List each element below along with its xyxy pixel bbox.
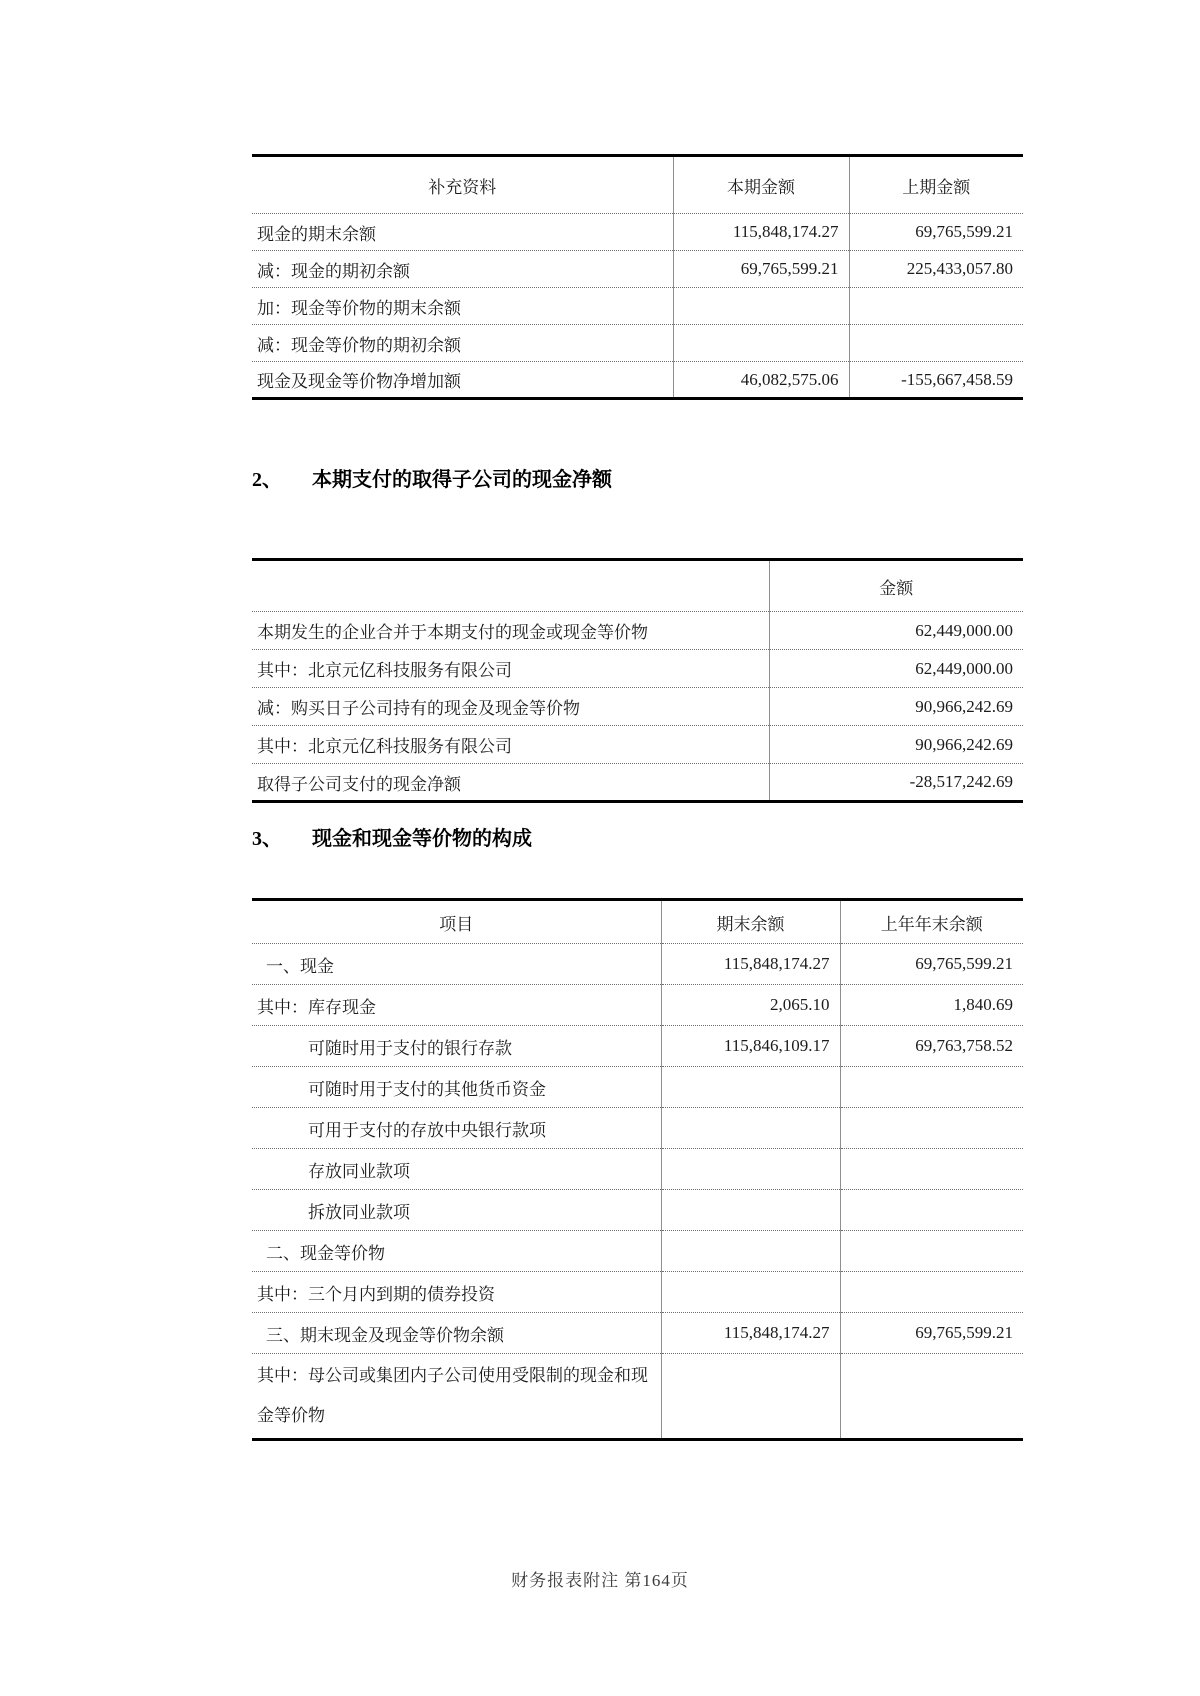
amount: -28,517,242.69 [769, 764, 1023, 802]
section-heading-3 [252, 823, 532, 855]
ending-balance [661, 1354, 840, 1440]
table-row [252, 214, 1023, 251]
table-row [252, 1067, 1023, 1108]
table-row [252, 612, 1023, 650]
prior-year-balance: 69,765,599.21 [840, 944, 1023, 985]
row-label: 现金及现金等价物净增加额 [257, 372, 461, 391]
ending-balance [661, 1149, 840, 1190]
current-amount [673, 325, 849, 362]
prior-year-balance: 69,765,599.21 [840, 1313, 1023, 1354]
section-number: 3、 [252, 828, 282, 850]
table-row [252, 1108, 1023, 1149]
table-row [252, 1190, 1023, 1231]
prior-amount [849, 288, 1023, 325]
row-label: 其中：北京元亿科技服务有限公司 [252, 726, 769, 764]
current-amount [673, 288, 849, 325]
row-label: 三、期末现金及现金等价物余额 [252, 1313, 661, 1354]
ending-balance [661, 1231, 840, 1272]
section-title: 本期支付的取得子公司的现金净额 [312, 469, 612, 491]
row-label: 加：现金等价物的期末余额 [252, 288, 673, 325]
table-row [252, 985, 1023, 1026]
column-header: 项目 [252, 900, 661, 944]
table-row [252, 944, 1023, 985]
prior-year-balance [840, 1190, 1023, 1231]
table-row [252, 251, 1023, 288]
amount: 62,449,000.00 [769, 650, 1023, 688]
row-label: 减：现金等价物的期初余额 [252, 325, 673, 362]
row-label: 现金的期末余额 [252, 214, 673, 251]
table-row [252, 362, 1023, 399]
section-heading-2 [252, 464, 612, 496]
table-row [252, 688, 1023, 726]
amount: 90,966,242.69 [769, 688, 1023, 726]
row-label: 其中：三个月内到期的债券投资 [252, 1272, 661, 1313]
column-header: 上期金额 [849, 156, 1023, 214]
prior-year-balance [840, 1354, 1023, 1440]
ending-balance [661, 1108, 840, 1149]
table-row [252, 288, 1023, 325]
row-label: 本期发生的企业合并于本期支付的现金或现金等价物 [252, 612, 769, 650]
table-row [252, 1149, 1023, 1190]
column-header: 金额 [769, 560, 1023, 612]
prior-amount: -155,667,458.59 [849, 362, 1023, 399]
table-header-row [252, 156, 1023, 214]
ending-balance: 115,848,174.27 [661, 944, 840, 985]
row-label: 存放同业款项 [252, 1149, 661, 1190]
column-header: 期末余额 [661, 900, 840, 944]
current-amount: 69,765,599.21 [673, 251, 849, 288]
table-row [252, 1026, 1023, 1067]
row-label: 二、现金等价物 [252, 1231, 661, 1272]
supplementary-info-table [252, 154, 1023, 400]
row-label: 取得子公司支付的现金净额 [257, 774, 461, 794]
prior-year-balance [840, 1108, 1023, 1149]
row-label: 一、现金 [252, 944, 661, 985]
page-footer: 财务报表附注 第164页 [511, 1571, 689, 1590]
row-label: 其中：北京元亿科技服务有限公司 [252, 650, 769, 688]
row-label: 其中：库存现金 [252, 985, 661, 1026]
table-row [252, 1354, 1023, 1440]
ending-balance: 2,065.10 [661, 985, 840, 1026]
row-label: 可随时用于支付的银行存款 [252, 1026, 661, 1067]
table-header-row [252, 900, 1023, 944]
ending-balance [661, 1190, 840, 1231]
ending-balance: 115,846,109.17 [661, 1026, 840, 1067]
column-header: 补充资料 [252, 156, 673, 214]
column-header [252, 560, 769, 612]
table-header-row [252, 560, 1023, 612]
current-amount: 46,082,575.06 [673, 362, 849, 399]
ending-balance [661, 1272, 840, 1313]
table-row [252, 726, 1023, 764]
column-header: 上年年末余额 [840, 900, 1023, 944]
row-label: 减：现金的期初余额 [252, 251, 673, 288]
table-row [252, 1272, 1023, 1313]
table-row [252, 764, 1023, 802]
row-label: 减：购买日子公司持有的现金及现金等价物 [252, 688, 769, 726]
section-title: 现金和现金等价物的构成 [312, 828, 532, 850]
prior-amount: 69,765,599.21 [849, 214, 1023, 251]
table-row [252, 325, 1023, 362]
prior-amount [849, 325, 1023, 362]
prior-year-balance [840, 1272, 1023, 1313]
column-header: 本期金额 [673, 156, 849, 214]
table-row [252, 1313, 1023, 1354]
ending-balance [661, 1067, 840, 1108]
row-label: 其中：母公司或集团内子公司使用受限制的现金和现金等价物 [257, 1366, 648, 1425]
amount: 62,449,000.00 [769, 612, 1023, 650]
ending-balance: 115,848,174.27 [661, 1313, 840, 1354]
row-label: 可随时用于支付的其他货币资金 [252, 1067, 661, 1108]
amount: 90,966,242.69 [769, 726, 1023, 764]
current-amount: 115,848,174.27 [673, 214, 849, 251]
prior-year-balance [840, 1149, 1023, 1190]
table-row [252, 1231, 1023, 1272]
prior-year-balance [840, 1067, 1023, 1108]
table-row [252, 650, 1023, 688]
prior-year-balance: 1,840.69 [840, 985, 1023, 1026]
row-label: 可用于支付的存放中央银行款项 [252, 1108, 661, 1149]
prior-year-balance: 69,763,758.52 [840, 1026, 1023, 1067]
prior-amount: 225,433,057.80 [849, 251, 1023, 288]
cash-composition-table [252, 898, 1023, 1441]
prior-year-balance [840, 1231, 1023, 1272]
row-label: 拆放同业款项 [252, 1190, 661, 1231]
section-number: 2、 [252, 469, 282, 491]
subsidiary-cash-table [252, 558, 1023, 803]
